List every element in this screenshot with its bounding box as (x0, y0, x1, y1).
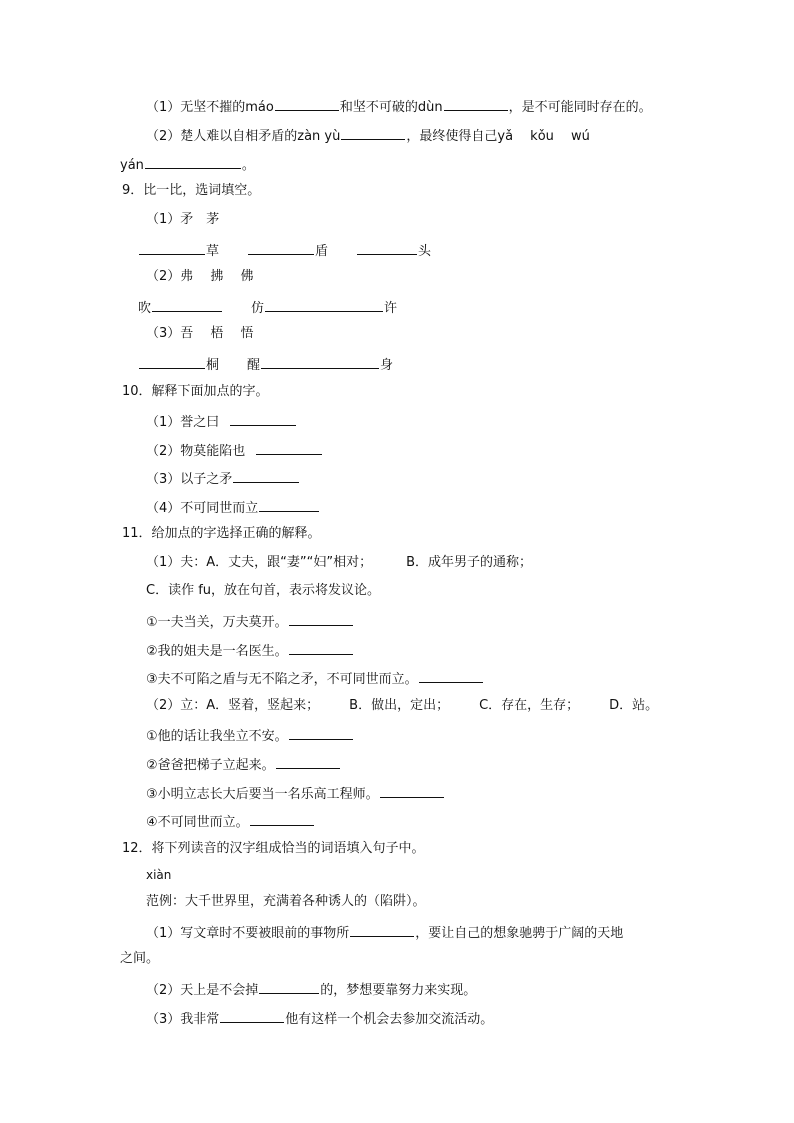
q11-option-b: B．成年男子的通称； (406, 555, 533, 570)
q11-p2-item-1 (146, 725, 354, 746)
q8-1-text-c: ，是不可能同时存在的。 (508, 100, 652, 115)
q11-text: ③小明立志长大后要当一名乐高工程师。 (146, 787, 379, 802)
answer-blank[interactable] (256, 440, 322, 455)
q9-sub3-row (138, 354, 393, 375)
q9-sub1-label: （1）矛 茅 (146, 212, 220, 227)
q9-s3-word1: 桐 (206, 358, 220, 373)
answer-blank[interactable] (139, 354, 205, 369)
q11-p1-item-3 (146, 668, 484, 689)
q9-s2-word1: 吹 (138, 301, 152, 316)
q10-text: （4）不可同世而立 (146, 501, 259, 516)
q11-p2-item-3 (146, 783, 445, 804)
q10-item-4 (146, 497, 320, 518)
q9-sub2-row (138, 297, 397, 318)
q8-1-text-b: 和坚不可破的dùn (339, 100, 443, 115)
q11-text: ④不可同世而立。 (146, 815, 249, 830)
q12-text: 他有这样一个机会去参加交流活动。 (285, 1012, 494, 1027)
q11-p2-item-4 (146, 811, 315, 832)
q9-s3-word2: 醒 (247, 358, 261, 373)
q11-option-b: B．做出，定出； (349, 698, 450, 713)
q12-item-1-cont: 之间。 (120, 951, 160, 966)
answer-blank[interactable] (250, 811, 314, 826)
q9-title: 9．比一比，选词填空。 (122, 183, 261, 198)
answer-blank[interactable] (233, 468, 299, 483)
q9-s1-word2: 盾 (315, 244, 329, 259)
answer-blank[interactable] (220, 1008, 284, 1023)
q11-text: ①他的话让我坐立不安。 (146, 729, 288, 744)
answer-blank[interactable] (289, 640, 353, 655)
answer-blank[interactable] (139, 240, 205, 255)
q11-option-a: （2）立：A．竖着，竖起来； (146, 698, 320, 713)
answer-blank[interactable] (350, 922, 414, 937)
q11-title: 11．给加点的字选择正确的解释。 (122, 526, 321, 541)
q12-text: （2）天上是不会掉 (146, 983, 259, 998)
answer-blank[interactable] (275, 96, 339, 111)
q11-option-a: （1）夫：A．丈夫，跟“妻”“妇”相对； (146, 555, 373, 570)
answer-blank[interactable] (419, 668, 483, 683)
answer-blank[interactable] (230, 411, 296, 426)
q9-s1-word1: 草 (206, 244, 220, 259)
q11-text: ①一夫当关，万夫莫开。 (146, 615, 288, 630)
q9-sub1-row (138, 240, 431, 261)
q11-p1-item-1 (146, 611, 354, 632)
answer-blank[interactable] (259, 979, 319, 994)
q10-item-1 (146, 411, 297, 432)
answer-blank[interactable] (289, 611, 353, 626)
q8-1-text-a: （1）无坚不摧的máo (146, 100, 274, 115)
answer-blank[interactable] (145, 154, 241, 169)
q9-sub2-label: （2）弗 拂 佛 (146, 269, 254, 284)
answer-blank[interactable] (380, 783, 444, 798)
q11-text: ②我的姐夫是一名医生。 (146, 644, 288, 659)
answer-blank[interactable] (259, 497, 319, 512)
q8-2-end: 。 (241, 158, 255, 173)
q9-s1-word3: 头 (418, 244, 432, 259)
q12-text: （1）写文章时不要被眼前的事物所 (146, 926, 350, 941)
q9-sub3-label: （3）吾 梧 悟 (146, 326, 254, 341)
answer-blank[interactable] (265, 297, 383, 312)
q9-s2-word2: 仿 (251, 301, 265, 316)
q9-s2-word3: 许 (384, 301, 398, 316)
q8-line-3 (120, 154, 255, 175)
q11-option-d: D．站。 (609, 698, 659, 713)
q11-text: ③夫不可陷之盾与无不陷之矛，不可同世而立。 (146, 672, 418, 687)
q12-example: 范例：大千世界里，充满着各种诱人的（陷阱）。 (146, 894, 426, 909)
answer-blank[interactable] (444, 96, 508, 111)
q12-title: 12．将下列读音的汉字组成恰当的词语填入句子中。 (122, 841, 425, 856)
answer-blank[interactable] (357, 240, 417, 255)
q8-2-text-a: （2）楚人难以自相矛盾的zàn yù (146, 129, 341, 144)
q10-title: 10．解释下面加点的字。 (122, 384, 269, 399)
q10-item-3 (146, 468, 300, 489)
q8-line-1 (146, 96, 652, 117)
q12-text: （3）我非常 (146, 1012, 220, 1027)
q11-text: ②爸爸把梯子立起来。 (146, 758, 275, 773)
q12-text: ，要让自己的想象驰骋于广阔的天地 (415, 926, 624, 941)
q12-item-2 (146, 979, 476, 1000)
answer-blank[interactable] (152, 297, 222, 312)
q12-item-3 (146, 1008, 493, 1029)
answer-blank[interactable] (289, 725, 353, 740)
q12-text: 的，梦想要靠努力来实现。 (320, 983, 477, 998)
q11-option-c: C．存在，生存； (479, 698, 580, 713)
q11-p2-item-2 (146, 754, 341, 775)
q8-2-pinyin: yán (120, 158, 144, 173)
q12-pinyin: xiàn (146, 868, 172, 882)
q11-p1-item-2 (146, 640, 354, 661)
q10-text: （2）物莫能陷也 (146, 444, 246, 459)
q8-line-2 (146, 125, 590, 146)
q11-p1-options (146, 554, 532, 572)
q11-option-c: C．读作 fu，放在句首，表示将发议论。 (146, 583, 381, 598)
q12-item-1 (146, 922, 623, 943)
q10-text: （1）誉之曰 (146, 415, 220, 430)
answer-blank[interactable] (248, 240, 314, 255)
answer-blank[interactable] (261, 354, 379, 369)
q8-2-text-b: ，最终使得自己yǎ kǒu wú (406, 129, 590, 144)
answer-blank[interactable] (276, 754, 340, 769)
q11-p2-options (146, 697, 658, 715)
q10-item-2 (146, 440, 323, 461)
answer-blank[interactable] (341, 125, 405, 140)
q10-text: （3）以子之矛 (146, 472, 233, 487)
q9-s3-word3: 身 (380, 358, 394, 373)
